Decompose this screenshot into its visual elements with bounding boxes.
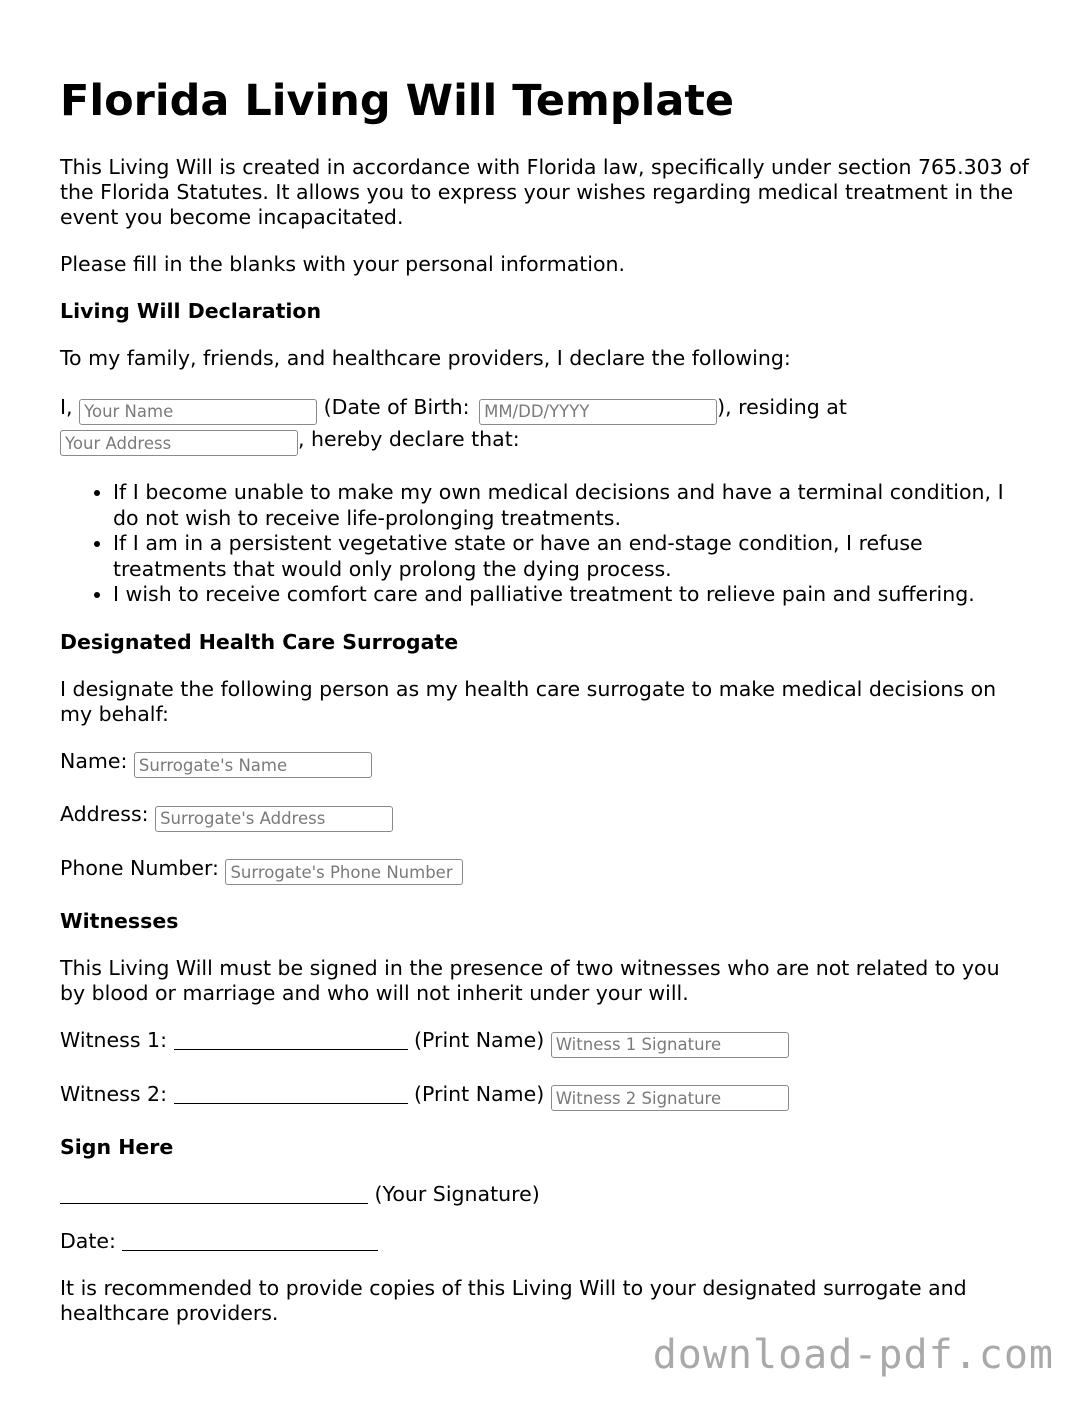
witness-2-signature-input[interactable] [551,1085,789,1111]
document-page [60,72,1030,1348]
witnesses-text: This Living Will must be signed in the presence of two witnesses who are not related to you by blood or marriage and who will not inherit under your will. [60,956,1000,1005]
date-line[interactable] [122,1230,378,1251]
list-item: • If I am in a persistent vegetative state or have an end-stage condition, I refuse treatments that would only prolong the dying process. [113,531,1030,582]
declaration-addressee: To my family, friends, and healthcare providers, I declare the following: [60,346,791,370]
surrogate-address-label: Address: [60,802,149,826]
declaration-heading: Living Will Declaration [60,299,322,323]
dob-label: (Date of Birth: [323,395,470,419]
surrogate-phone-row [60,856,1030,886]
list-item: • I wish to receive comfort care and palliative treatment to relieve pain and suffering. [113,582,1030,608]
your-name-input[interactable] [79,399,317,425]
surrogate-name-label: Name: [60,748,128,773]
witness-2-print-label: (Print Name) [414,1081,545,1106]
surrogate-address-input[interactable] [155,806,393,832]
watermark-text: download-pdf.com [652,1332,1054,1378]
instruction-paragraph: Please fill in the blanks with your personal information. [60,252,626,276]
surrogate-phone-label: Phone Number: [60,855,219,880]
date-row [60,1229,1030,1254]
signature-line[interactable] [60,1183,368,1204]
page-title: Florida Living Will Template [60,76,735,126]
declare-suffix: , hereby declare that: [298,426,520,451]
surrogate-name-input[interactable] [134,752,372,778]
surrogate-heading: Designated Health Care Surrogate [60,629,459,654]
surrogate-phone-input[interactable] [225,859,463,885]
closing-paragraph: It is recommended to provide copies of this Living Will to your designated surrogate and healthcare providers. [60,1276,967,1325]
intro-paragraph: This Living Will is created in accordance with Florida law, specifically under section 765.303 of the Florida Statutes. It allows you to express your wishes regarding medical treatment in the event you become incapacitated. [60,155,1029,229]
list-item: • If I become unable to make my own medical decisions and have a terminal condition, I do not wish to receive life-prolonging treatments. [113,480,1030,531]
sign-heading: Sign Here [60,1135,174,1159]
witness-1-signature-input[interactable] [551,1032,789,1058]
residing-label: ), residing at [717,395,847,419]
witness-1-name-line[interactable] [174,1029,408,1050]
date-of-birth-input[interactable] [479,399,717,425]
signature-label: (Your Signature) [374,1182,540,1206]
witness-1-label: Witness 1: [60,1028,167,1052]
signature-row [60,1182,1030,1207]
witness-2-name-line[interactable] [174,1083,408,1104]
witnesses-heading: Witnesses [60,909,179,933]
witness-2-row [60,1082,1030,1112]
surrogate-name-row [60,749,1030,779]
your-address-input[interactable] [60,430,298,456]
witness-2-label: Witness 2: [60,1081,167,1106]
date-label: Date: [60,1229,116,1253]
surrogate-address-row [60,802,1030,832]
surrogate-text: I designate the following person as my health care surrogate to make medical decisions on my behalf: [60,676,997,726]
declaration-prefix: I, [60,395,73,419]
declaration-list [60,480,1030,608]
witness-1-print-label: (Print Name) [414,1028,545,1052]
witness-1-row [60,1028,1030,1058]
declaration-fields [60,393,1030,456]
